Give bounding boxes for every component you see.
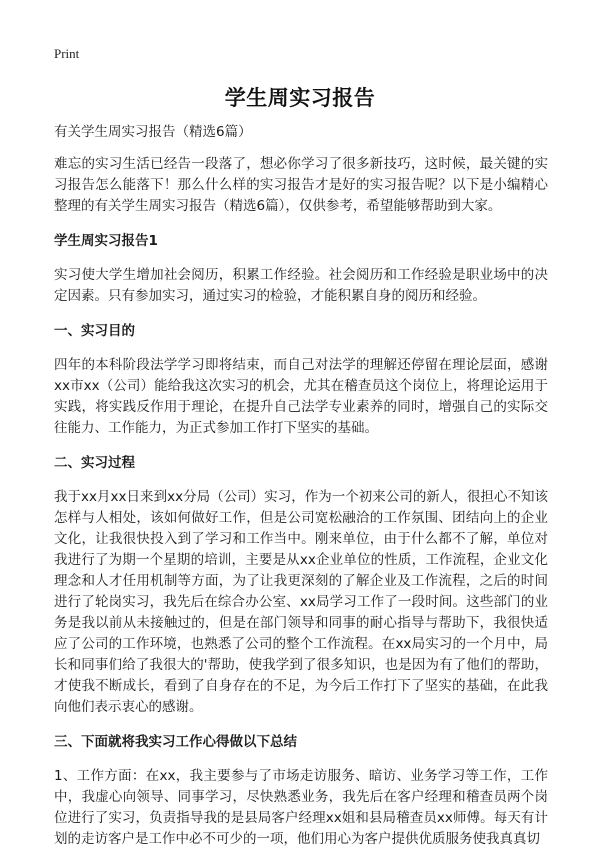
section-body-process: 我于xx月xx日来到xx分局（公司）实习，作为一个初来公司的新人，很担心不知该怎样与人相处，该如何做好工作，但是公司宽松融洽的工作氛围、团结向上的企业文化，让我很快投入到了学习和工作当中。刚来单位，由于什么都不了解，单位对我进行了为期一个星期的培训，主要是从xx企业单位的性质，工作流程，企业文化理念和人才任用机制等方面，为了让我更深刻的了解企业及工作流程，之后的时间进行了轮岗实习，我先后在综合办公室、xx局学习工作了一段时间。这些部门的业务是我以前从未接触过的，但是在部门领导和同事的耐心指导与帮助下，我很快适应了公司的工作环境，也熟悉了公司的整个工作流程。在xx局实习的一个月中，局长和同事们给了我很大的'帮助，使我学到了很多知识，也是因为有了他们的帮助，才使我不断成长，看到了自身存在的不足，为今后工作打下了坚实的基础，在此我向他们表示衷心的感谢。: [54, 489, 548, 715]
print-link[interactable]: Print: [54, 46, 80, 61]
section-body-summary: 1、工作方面：在xx，我主要参与了市场走访服务、暗访、业务学习等工作，工作中，我虚心向领导、同事学习，尽快熟悉业务，我先后在客户经理和稽查员两个岗位进行了实习，负责指导我的是县局客户经理xx姐和县局稽查员xx师傅。每天有计划的走访客户是工作中必不可少的一项，他们用心为客户提供优质服务使我真真切: [54, 768, 548, 847]
report-heading: 学生周实习报告1: [54, 233, 158, 249]
document-body: [54, 122, 548, 864]
report-intro-paragraph: 实习使大学生增加社会阅历，积累工作经验。社会阅历和工作经验是职业场中的决定因素。只有参加实习，通过实习的检验，才能积累自身的阅历和经验。: [54, 267, 548, 304]
section-heading-purpose: 一、实习目的: [54, 323, 135, 339]
document-subtitle: 有关学生周实习报告（精选6篇）: [54, 124, 252, 140]
section-heading-summary: 三、下面就将我实习工作心得做以下总结: [54, 734, 297, 750]
document-title: 学生周实习报告: [224, 86, 376, 110]
section-heading-process: 二、实习过程: [54, 455, 135, 471]
section-body-purpose: 四年的本科阶段法学学习即将结束，而自己对法学的理解还停留在理论层面，感谢xx市xx（公司）能给我这次实习的机会，尤其在稽查员这个岗位上，将理论运用于实践，将实践反作用于理论，在提升自己法学专业素养的同时，增强自己的实际交往能力、工作能力，为正式参加工作打下坚实的基础。: [54, 357, 548, 436]
intro-paragraph: 难忘的实习生活已经告一段落了，想必你学习了很多新技巧，这时候，最关键的实习报告怎么能落下！那么什么样的实习报告才是好的实习报告呢？以下是小编精心整理的有关学生周实习报告（精选6篇），仅供参考，希望能够帮助到大家。: [54, 156, 548, 214]
